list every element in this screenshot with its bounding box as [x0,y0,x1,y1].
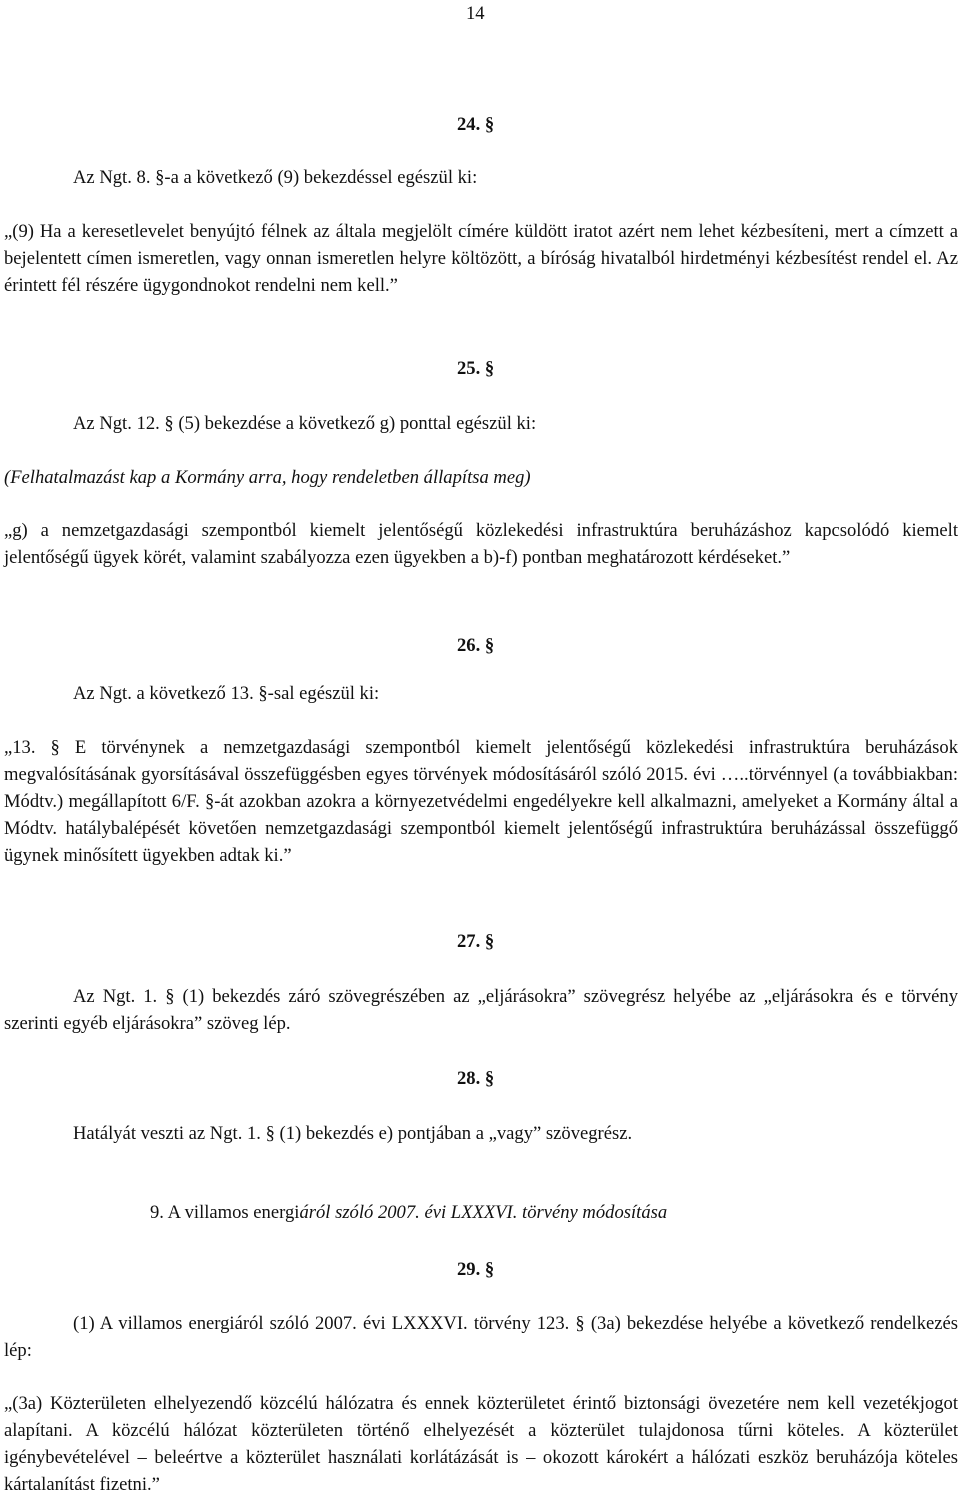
section-29-heading: 29. § [457,1259,495,1280]
section-26-heading: 26. § [457,635,495,656]
section-24-quote-text: „(9) Ha a keresetlevelet benyújtó félnek az általa megjelölt címére küldött iratot azért nem lehet kézbesíteni, mert a címzett a bejelentett címen ismeretlen, vagy onnan ismeretlen helyre költözött, a bíróság hivatalból hirdetményi kézbesítést rendel el. Az érintett fél részére ügygondnokot rendelni nem kell.” [4,221,958,296]
section-29-quote-text: „(3a) Közterületen elhelyezendő közcélú hálózatra és ennek közterületet érintő biztonsági övezetére nem kell vezetékjogot alapítani. A közcélú hálózat közterületen történő elhelyezését a közterület tulajdonosa tűrni köteles. A közterület igénybevételével – beleértve a közterület használati korlátázását is – okozott károkért a hálózati eszköz beruházója köteles kártalanítást fizetni.” [4,1393,958,1495]
section-26-intro: Az Ngt. a következő 13. §-sal egészül ki: [73,683,380,704]
section-29-intro [4,1310,958,1364]
section-29-intro-text: (1) A villamos energiáról szóló 2007. évi LXXXVI. törvény 123. § (3a) bekezdése helyébe a következő rendelkezés lép: [4,1313,958,1361]
section-26-quote [4,734,958,869]
section-27-text [4,983,958,1037]
page-number: 14 [466,3,485,24]
section-29-quote [4,1390,958,1498]
section-25-italic-line: (Felhatalmazást kap a Kormány arra, hogy rendeletben állapítsa meg) [4,467,531,488]
chapter-9-title-normal: 9. A villamos energi [150,1202,300,1223]
section-25-quote-text: „g) a nemzetgazdasági szempontból kiemelt jelentőségű közlekedési infrastruktúra beruházáshoz kapcsolódó kiemelt jelentőségű ügyek körét, valamint szabályozza ezen ügyekben a b)-f) pontban meghatározott kérdéseket.” [4,520,958,568]
chapter-9-title [150,1199,667,1226]
section-28-text: Hatályát veszti az Ngt. 1. § (1) bekezdés e) pontjában a „vagy” szövegrész. [73,1123,633,1144]
section-25-quote [4,517,958,571]
section-24-heading: 24. § [457,114,495,135]
section-25-intro: Az Ngt. 12. § (5) bekezdése a következő g) ponttal egészül ki: [73,413,537,434]
section-25-heading: 25. § [457,358,495,379]
section-27-text-body: Az Ngt. 1. § (1) bekezdés záró szövegrészében az „eljárásokra” szövegrész helyébe az „eljárásokra és e törvény szerinti egyéb eljárásokra” szöveg lép. [4,986,958,1034]
section-28-heading: 28. § [457,1068,495,1089]
section-27-heading: 27. § [457,931,495,952]
section-24-intro: Az Ngt. 8. §-a a következő (9) bekezdéssel egészül ki: [73,167,478,188]
section-24-quote [4,218,958,299]
chapter-9-title-italic: áról szóló 2007. évi LXXXVI. törvény módosítása [299,1202,668,1223]
section-26-quote-text: „13. § E törvénynek a nemzetgazdasági szempontból kiemelt jelentőségű közlekedési infrastruktúra beruházások megvalósításának gyorsításával összefüggésben egyes törvények módosításáról szóló 2015. évi …..törvénnyel (a továbbiakban: Módtv.) megállapított 6/F. §-át azokban azokra a környezetvédelmi engedélyekre kell alkalmazni, amelyeket a Kormány által a Módtv. hatálybalépését követően nemzetgazdasági szempontból kiemelt jelentőségű infrastruktúra beruházással összefüggő ügynek minősített ügyekben adtak ki.” [4,737,958,866]
